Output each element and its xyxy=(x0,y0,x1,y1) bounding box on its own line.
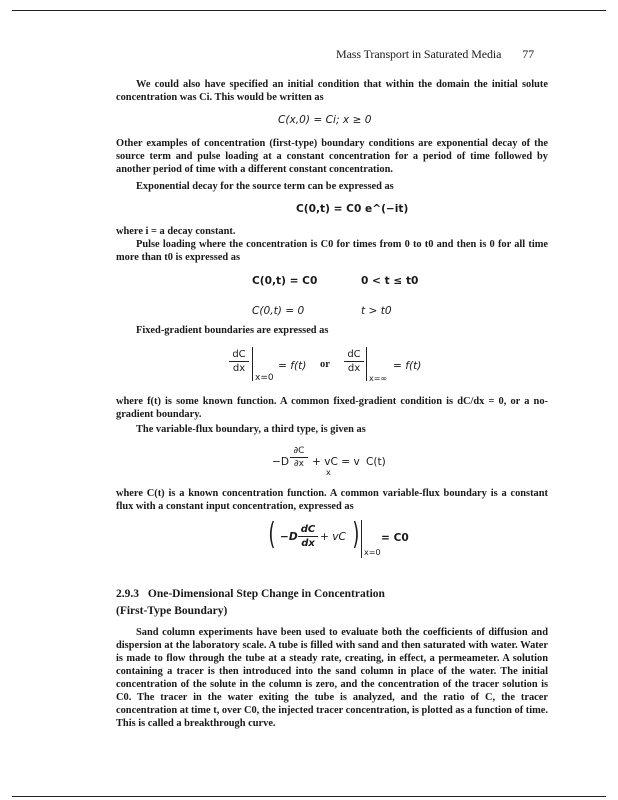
paragraph-8: The variable-flux boundary, a third type, is given as xyxy=(136,424,366,435)
vf-fraction xyxy=(290,446,308,469)
fg-or: or xyxy=(320,359,330,370)
section-title-line-1: One-Dimensional Step Change in Concentration xyxy=(147,588,385,600)
section-heading xyxy=(116,588,385,600)
cf-plus: + vC xyxy=(320,531,346,543)
equation-pulse-2-lhs: C(0,t) = 0 xyxy=(252,305,305,317)
paragraph-2: Other examples of concentration (first-type) boundary conditions are exponential decay of the source term and pulse loading at a constant concentration for a period of time followed by another period of time with a different constant concentration. xyxy=(116,138,548,175)
cf-fraction xyxy=(298,524,318,549)
fg-sub-1: x=0 xyxy=(255,373,274,383)
fg-fraction-1 xyxy=(229,349,249,374)
equation-pulse-1-lhs: C(0,t) = C0 xyxy=(252,275,318,287)
section-number: 2.9.3 xyxy=(116,588,139,600)
fg-num-1: dC xyxy=(232,349,246,360)
running-title: Mass Transport in Saturated Media xyxy=(336,47,502,61)
cf-sub: x=0 xyxy=(364,548,381,557)
equation-pulse-2-rhs: t > t0 xyxy=(361,305,392,317)
cf-paren-close: ) xyxy=(352,517,360,552)
equation-initial-condition: C(x,0) = Ci; x ≥ 0 xyxy=(278,114,372,126)
cf-d: −D xyxy=(280,531,298,543)
vf-subscript-x: x xyxy=(326,468,331,477)
fg-num-2: dC xyxy=(347,349,361,360)
vf-den: ∂x xyxy=(294,459,304,469)
paragraph-3: Exponential decay for the source term can be expressed as xyxy=(136,181,394,192)
fg-bar-1 xyxy=(229,361,249,362)
fg-den-2: dx xyxy=(347,363,361,374)
cf-rhs: = C0 xyxy=(381,532,409,544)
fg-fraction-2 xyxy=(344,349,364,374)
equation-pulse-1-rhs: 0 < t ≤ t0 xyxy=(361,275,419,287)
cf-evalbar xyxy=(361,520,362,558)
cf-num: dC xyxy=(300,524,316,535)
cf-bar xyxy=(298,536,318,537)
equation-exponential-decay: C(0,t) = C0 e^(−it) xyxy=(296,203,409,215)
vf-lhs: −D xyxy=(272,456,290,468)
top-rule xyxy=(12,10,606,11)
paragraph-4: where i = a decay constant. xyxy=(116,226,236,237)
fg-evalbar-2 xyxy=(366,347,367,381)
fg-sub-2: x=∞ xyxy=(369,374,388,383)
paragraph-10: Sand column experiments have been used to evaluate both the coefficients of diffusion and dispersion at the laboratory scale. A tube is filled with sand and then saturated with water. Water is made to flow through the tube at a steady rate, creating, in effect, a permeameter. A solution containing a tracer is then introduced into the sand column in place of the water. The initial concentration of the solute in the column is zero, and the concentration of the tracer solution is C0. The tracer in the water exiting the tube is analyzed, and the ratio of C, the tracer concentration at time t, over C0, the injected tracer concentration, is plotted as a function of time. This is called a breakthrough curve. xyxy=(116,627,548,729)
paragraph-6: Fixed-gradient boundaries are expressed as xyxy=(136,325,329,336)
paragraph-7: where f(t) is some known function. A common fixed-gradient condition is dC/dx = 0, or a no-gradient boundary. xyxy=(116,396,548,420)
running-header xyxy=(336,47,534,62)
page-number: 77 xyxy=(522,47,535,61)
section-title-line-2: (First-Type Boundary) xyxy=(116,605,228,617)
vf-bar xyxy=(290,457,308,458)
fg-evalbar-1 xyxy=(252,347,253,381)
fg-den-1: dx xyxy=(232,363,246,374)
cf-paren-open: ( xyxy=(268,517,276,552)
fg-bar-2 xyxy=(344,361,364,362)
vf-num: ∂C xyxy=(293,446,305,456)
bottom-rule xyxy=(12,796,606,797)
paragraph-9: where C(t) is a known concentration function. A common variable-flux boundary is a constant flux with a constant input concentration, expressed as xyxy=(116,488,548,512)
paragraph-5: Pulse loading where the concentration is C0 for times from 0 to t0 and then is 0 for all time more than t0 is expressed as xyxy=(116,239,548,263)
vf-mid: + vC = v xyxy=(312,456,360,468)
fg-rhs-1: = f(t) xyxy=(278,360,307,372)
fg-rhs-2: = f(t) xyxy=(393,360,422,372)
vf-rhs: C(t) xyxy=(366,456,386,468)
paragraph-1: We could also have specified an initial condition that within the domain the initial solute concentration was Ci. This would be written as xyxy=(116,79,548,103)
cf-den: dx xyxy=(301,538,315,549)
